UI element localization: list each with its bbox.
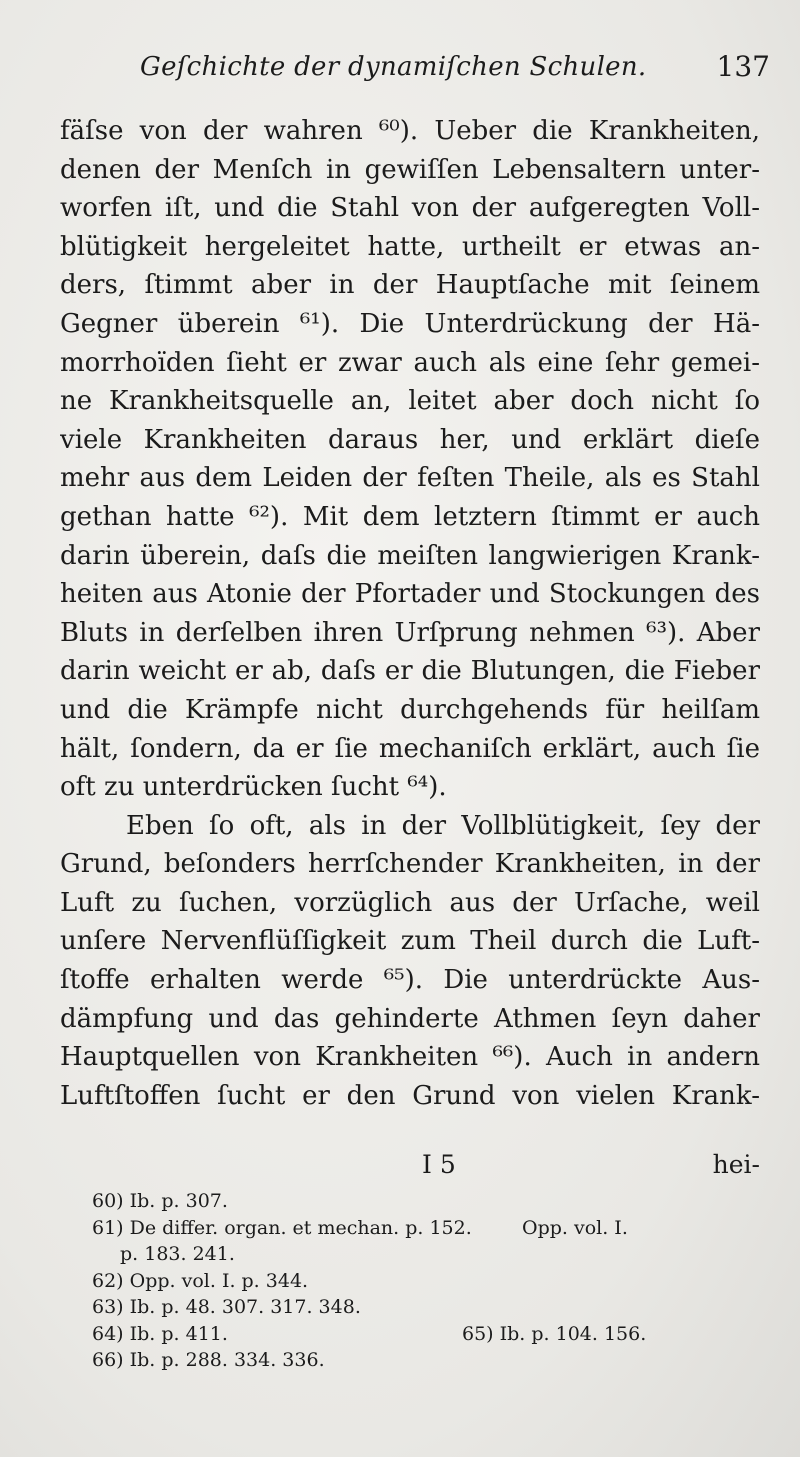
footnote-66: 66) Ib. p. 288. 334. 336. [92, 1349, 325, 1371]
footnote-61-reference: Opp. vol. I. [522, 1216, 628, 1239]
text-line: fäſse von der wahren ⁶⁰). Ueber die Krankheiten, [60, 116, 760, 146]
footnotes [92, 1188, 762, 1374]
text-line: Hauptquellen von Krankheiten ⁶⁶). Auch in andern [60, 1042, 760, 1073]
footnote-62: 62) Opp. vol. I. p. 344. [92, 1269, 309, 1292]
footnote-64: 64) Ib. p. 411. [92, 1322, 228, 1345]
footnote-64-65 [92, 1321, 762, 1348]
catchword: hei- [712, 1150, 760, 1179]
text-line: Bluts in derſelben ihren Urſprung nehmen ⁶³). Aber [60, 617, 760, 648]
text-line: blütigkeit hergeleitet hatte, urtheilt er etwas an- [60, 231, 760, 262]
footnote-61-text: 61) De differ. organ. et mechan. p. 152. [92, 1216, 472, 1239]
running-title: Geſchichte der dynamiſchen Schulen. [140, 52, 647, 82]
text-line: Gegner überein ⁶¹). Die Unterdrückung der Hä- [60, 308, 760, 339]
paragraph-start-line: Eben ſo oft, als in der Vollblütigkeit, ſey der [126, 810, 760, 841]
text-line: dämpfung und das gehinderte Athmen ſeyn daher [60, 1003, 760, 1034]
page-number: 137 [716, 50, 770, 83]
footnote-65: 65) Ib. p. 104. 156. [462, 1322, 647, 1345]
text-line: und die Krämpfe nicht durchgehends für heilſam [60, 694, 760, 725]
text-line: worfen iſt, und die Stahl von der aufgeregten Voll- [60, 193, 760, 224]
signature-line [60, 1150, 760, 1182]
text-line: mehr aus dem Leiden der feſten Theile, als es Stahl [60, 463, 760, 494]
signature-mark: I 5 [422, 1150, 456, 1179]
text-line: heiten aus Atonie der Pfortader und Stockungen des [60, 579, 760, 610]
footnote-63: 63) Ib. p. 48. 307. 317. 348. [92, 1296, 361, 1318]
page-header [140, 52, 770, 96]
text-line: unſere Nervenflüſſigkeit zum Theil durch die Luft- [60, 926, 760, 957]
text-line: ſtoffe erhalten werde ⁶⁵). Die unterdrückte Aus- [60, 965, 760, 996]
main-text [60, 112, 760, 1115]
text-line: Grund, beſonders herrſchender Krankheiten, in der [60, 849, 760, 880]
text-line: gethan hatte ⁶²). Mit dem letztern ſtimmt er auch [60, 501, 760, 532]
text-line: denen der Menſch in gewiſſen Lebensaltern unter- [60, 154, 760, 185]
text-line: ne Krankheitsquelle an, leitet aber doch nicht ſo [60, 386, 760, 417]
text-line: oft zu unterdrücken ſucht ⁶⁴). [60, 772, 447, 803]
text-line: darin weicht er ab, daſs er die Blutungen, die Fieber [60, 656, 760, 687]
text-line: Luft zu ſuchen, vorzüglich aus der Urſache, weil [60, 887, 760, 918]
text-line: darin überein, daſs die meiſten langwierigen Krank- [60, 540, 760, 571]
text-line: ders, ſtimmt aber in der Hauptſache mit ſeinem [60, 270, 760, 301]
footnote-60: 60) Ib. p. 307. [92, 1190, 228, 1212]
text-line: hält, ſondern, da er ſie mechaniſch erklärt, auch ſie [60, 733, 760, 764]
footnote-61-continued: p. 183. 241. [120, 1243, 235, 1265]
text-line: viele Krankheiten daraus her, und erklärt dieſe [60, 424, 760, 455]
text-line: Luftſtoffen ſucht er den Grund von vielen Krank- [60, 1080, 760, 1111]
text-line: morrhoïden ſieht er zwar auch als eine ſehr gemei- [60, 347, 760, 378]
footnote-61 [92, 1215, 762, 1242]
